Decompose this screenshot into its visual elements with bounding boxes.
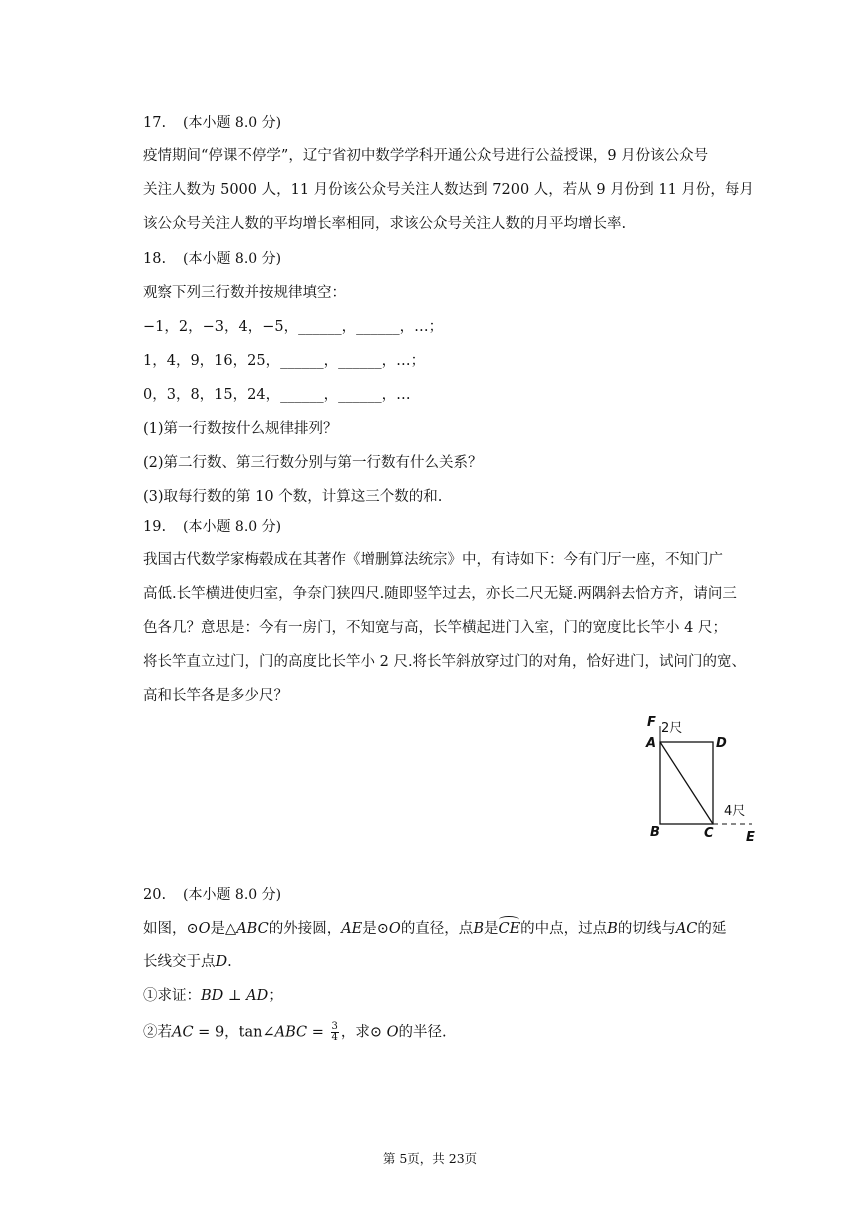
q18-number: 18. [143,251,167,267]
q18-row-3: 0，3，8，15，24，______，______，… [143,387,411,403]
q20-l1-O1: O [198,921,211,937]
q20-l1-AE: AE [341,921,363,937]
q19-text-line-5: 高和长竿各是多少尺？ [143,688,288,704]
q18-header [143,249,281,269]
q20-l1-t4: 是⊙ [362,921,389,937]
door-pole-figure [640,714,760,848]
q20-text-line-2 [143,952,232,972]
q20-l1-t7: 的中点，过点 [520,921,608,937]
q18-points: (本小题 8.0 分) [183,251,282,267]
label-F: F [647,715,656,730]
q20-l1-t5: 的直径，点 [400,921,474,937]
fraction-denominator: 4 [331,1032,338,1043]
q18-row-2: 1，4，9，16，25，______，______，…； [143,353,426,369]
q18-part-3: (3)取每行数的第 10 个数，计算这三个数的和. [143,489,443,505]
q20-p2-t2: ，求⊙ [340,1024,387,1041]
q20-l1-arc-CE: CE [498,921,521,937]
q17-number: 17. [143,115,167,131]
fraction-numerator: 3 [331,1021,338,1032]
q18-row-1: −1，2，−3，4，−5，______，______，…； [143,319,444,335]
q19-text-line-1: 我国古代数学家梅毂成在其著作《增删算法统宗》中，有诗如下：今有门厅一座，不知门广 [143,552,723,568]
label-B: B [650,825,660,840]
q20-l1-B: B [473,921,484,937]
label-4-chi: 4尺 [724,804,746,819]
q20-l1-AC: AC [675,921,698,937]
q19-number: 19. [143,519,167,535]
q20-p2-AC: AC [172,1024,194,1041]
q20-part-1 [143,986,283,1006]
q20-p2-eq2: = [307,1024,329,1041]
label-2-chi: 2尺 [661,721,683,736]
q20-p2-t3: 的半径. [398,1024,447,1041]
q20-text-line-1 [143,919,726,939]
label-E: E [746,830,755,845]
q20-l1-O2: O [388,921,401,937]
q20-p1-t2: ； [268,988,283,1004]
diagonal-pole-line [660,742,713,824]
q19-points: (本小题 8.0 分) [183,519,282,535]
q20-l1-t8: 的切线与 [617,921,676,937]
q20-p2-ABC: ABC [274,1024,308,1041]
label-A: A [646,736,657,751]
q20-l2-t2: . [227,954,232,970]
q18-part-1: (1)第一行数按什么规律排列？ [143,421,338,437]
q19-text-line-2: 高低.长竿横进使归室，争奈门狭四尺.随即竖竿过去，亦长二尺无疑.两隅斜去恰方齐，请问三 [143,586,737,602]
q19-text-line-3: 色各几？意思是：今有一房门，不知宽与高，长竿横起进门入室，门的宽度比长竿小 4 尺； [143,620,727,636]
q20-l1-t1: 如图，⊙ [143,921,199,937]
q20-l2-D: D [215,954,228,970]
q20-p1-t1: ①求证： [143,988,201,1004]
q20-l1-ABC: ABC [236,921,269,937]
q17-points: (本小题 8.0 分) [183,115,282,131]
q20-header [143,885,281,905]
label-D: D [716,736,727,751]
q20-l1-t3: 的外接圆， [268,921,342,937]
q20-p2-O: O [386,1024,399,1041]
q18-part-2: (2)第二行数、第三行数分别与第一行数有什么关系？ [143,455,483,471]
q20-p2-t1: ②若 [143,1024,172,1041]
q20-points: (本小题 8.0 分) [183,887,282,903]
q20-p2-eq1: = 9，tan∠ [193,1024,275,1041]
q20-l1-t9: 的延 [697,921,727,937]
q17-header [143,113,281,133]
q17-text-line-2: 关注人数为 5000 人，11 月份该公众号关注人数达到 7200 人，若从 9 月份到 11 月份，每月 [143,182,754,198]
q20-l1-t2: 是△ [210,921,237,937]
q17-text-line-3: 该公众号关注人数的平均增长率相同，求该公众号关注人数的月平均增长率. [143,216,627,232]
q19-header [143,517,281,537]
label-C: C [704,826,714,841]
q20-part-2 [143,1022,447,1043]
q17-text-line-1: 疫情期间“停课不停学”，辽宁省初中数学学科开通公众号进行公益授课，9 月份该公众号 [143,148,709,164]
q20-p1-expr: BD ⊥ AD [201,988,269,1004]
page-footer: 第 5页，共 23页 [382,1151,478,1166]
q20-number: 20. [143,887,167,903]
q20-l1-B2: B [607,921,618,937]
q19-text-line-4: 将长竿直立过门，门的高度比长竿小 2 尺.将长竿斜放穿过门的对角，恰好进门，试问门的宽、 [143,654,747,670]
q20-l1-t6: 是 [483,921,499,937]
q20-l2-t1: 长线交于点 [143,954,216,970]
q20-p2-fraction [331,1022,339,1043]
q18-intro: 观察下列三行数并按规律填空： [143,285,346,301]
